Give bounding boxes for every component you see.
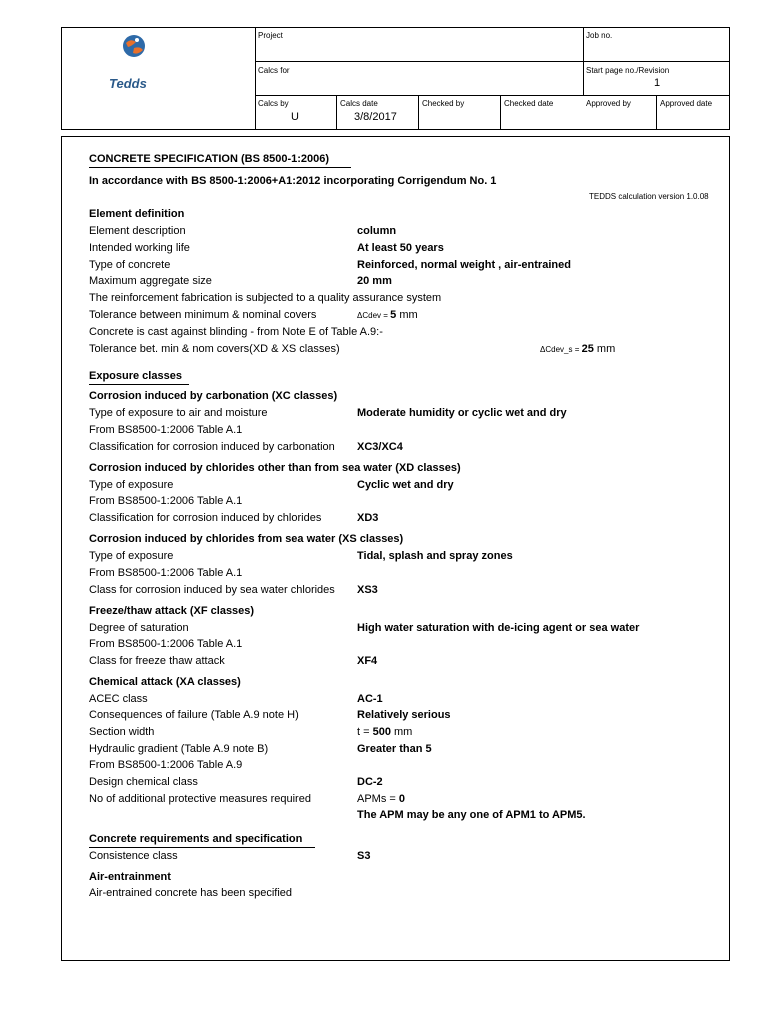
calcsfor-label: Calcs for [258, 66, 290, 75]
tolerance2-label: Tolerance bet. min & nom covers(XD & XS classes) [89, 343, 340, 355]
startpage-label: Start page no./Revision [586, 66, 670, 75]
requirements-heading: Concrete requirements and specification [89, 833, 303, 845]
xs-class-label: Class for corrosion induced by sea water chlorides [89, 584, 335, 596]
calcsby-label: Calcs by [258, 99, 289, 108]
element-desc-label: Element description [89, 225, 186, 237]
aggregate-size-value: 20 mm [357, 275, 392, 287]
consistence-value: S3 [357, 850, 371, 862]
apm-note: The APM may be any one of APM1 to APM5. [357, 809, 586, 821]
xd-from: From BS8500-1:2006 Table A.1 [89, 495, 243, 507]
calc-header [61, 27, 730, 130]
consequences-value: Relatively serious [357, 709, 451, 721]
working-life-value: At least 50 years [357, 242, 444, 254]
xd-type-value: Cyclic wet and dry [357, 479, 454, 491]
xd-class-value: XD3 [357, 512, 379, 524]
xf-from: From BS8500-1:2006 Table A.1 [89, 638, 243, 650]
xc-class-value: XC3/XC4 [357, 441, 403, 453]
design-chemical-class-label: Design chemical class [89, 776, 198, 788]
checkedby-label: Checked by [422, 99, 465, 108]
working-life-label: Intended working life [89, 242, 190, 254]
hydraulic-gradient-label: Hydraulic gradient (Table A.9 note B) [89, 743, 269, 755]
consistence-label: Consistence class [89, 850, 178, 862]
blinding-text: Concrete is cast against blinding - from Note E of Table A.9:- [89, 326, 383, 338]
startpage-value: 1 [654, 77, 661, 89]
section-width-label: Section width [89, 726, 155, 738]
qa-text: The reinforcement fabrication is subjected to a quality assurance system [89, 292, 442, 304]
xs-from: From BS8500-1:2006 Table A.1 [89, 567, 243, 579]
xc-type-label: Type of exposure to air and moisture [89, 407, 268, 419]
xs-heading: Corrosion induced by chlorides from sea water (XS classes) [89, 533, 404, 545]
apm-value: APMs = 0 [357, 793, 405, 805]
calc-version: TEDDS calculation version 1.0.08 [589, 192, 709, 201]
element-desc-value: column [357, 225, 397, 237]
tolerance-value: ΔCdev = 5 mm [357, 309, 418, 321]
xc-class-label: Classification for corrosion induced by carbonation [89, 441, 335, 453]
xf-class-label: Class for freeze thaw attack [89, 655, 225, 667]
hydraulic-gradient-value: Greater than 5 [357, 743, 432, 755]
xs-class-value: XS3 [357, 584, 378, 596]
xf-heading: Freeze/thaw attack (XF classes) [89, 605, 255, 617]
approvedby-label: Approved by [586, 99, 631, 108]
xc-heading: Corrosion induced by carbonation (XC classes) [89, 390, 338, 402]
approveddate-label: Approved date [660, 99, 713, 108]
jobno-label: Job no. [586, 31, 613, 40]
xf-type-label: Degree of saturation [89, 622, 189, 634]
xd-class-label: Classification for corrosion induced by chlorides [89, 512, 322, 524]
section-width-value: t = 500 mm [357, 726, 413, 738]
air-entrainment-text: Air-entrained concrete has been specified [89, 887, 293, 899]
xd-type-label: Type of exposure [89, 479, 174, 491]
xa-from: From BS8500-1:2006 Table A.9 [89, 759, 243, 771]
apm-label: No of additional protective measures required [89, 793, 311, 805]
concrete-type-value: Reinforced, normal weight , air-entrained [357, 259, 571, 271]
xa-heading: Chemical attack (XA classes) [89, 676, 241, 688]
concrete-type-label: Type of concrete [89, 259, 171, 271]
calcsdate-label: Calcs date [340, 99, 378, 108]
project-label: Project [258, 31, 283, 40]
acec-label: ACEC class [89, 693, 148, 705]
checkeddate-label: Checked date [504, 99, 554, 108]
doc-subtitle: In accordance with BS 8500-1:2006+A1:2012 incorporating Corrigendum No. 1 [89, 175, 497, 187]
consequences-label: Consequences of failure (Table A.9 note H) [89, 709, 299, 721]
calcsby-value: U [291, 111, 299, 123]
xf-type-value: High water saturation with de-icing agent or sea water [357, 622, 640, 634]
exposure-heading: Exposure classes [89, 370, 182, 382]
calcsdate-value: 3/8/2017 [354, 111, 397, 123]
tolerance-label: Tolerance between minimum & nominal covers [89, 309, 317, 321]
logo-text: Tedds [109, 76, 147, 91]
doc-title: CONCRETE SPECIFICATION (BS 8500-1:2006) [89, 153, 330, 165]
xc-type-value: Moderate humidity or cyclic wet and dry [357, 407, 567, 419]
tedds-logo [62, 28, 255, 129]
element-definition-heading: Element definition [89, 208, 185, 220]
design-chemical-class-value: DC-2 [357, 776, 383, 788]
tolerance2-value: ΔCdev_s = 25 mm [540, 343, 616, 355]
globe-icon [122, 34, 146, 58]
air-entrainment-heading: Air-entrainment [89, 871, 171, 883]
acec-value: AC-1 [357, 693, 383, 705]
xd-heading: Corrosion induced by chlorides other than from sea water (XD classes) [89, 462, 461, 474]
xc-from: From BS8500-1:2006 Table A.1 [89, 424, 243, 436]
xs-type-value: Tidal, splash and spray zones [357, 550, 513, 562]
aggregate-size-label: Maximum aggregate size [89, 275, 212, 287]
xs-type-label: Type of exposure [89, 550, 174, 562]
xf-class-value: XF4 [357, 655, 378, 667]
